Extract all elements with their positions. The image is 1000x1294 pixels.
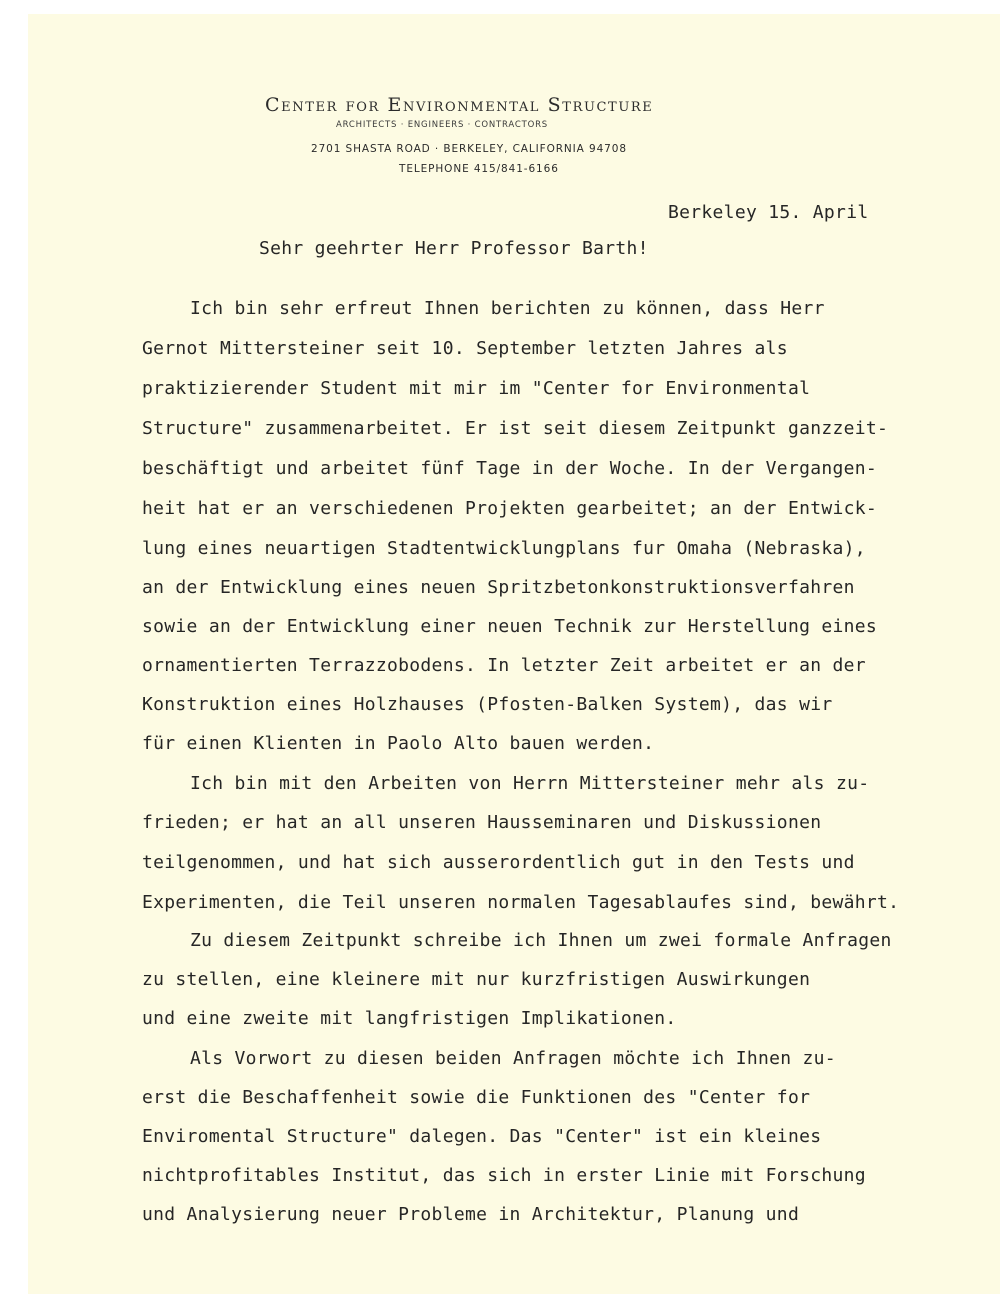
salutation: Sehr geehrter Herr Professor Barth! [259, 238, 649, 259]
body-line: Structure" zusammenarbeitet. Er ist seit diesem Zeitpunkt ganzzeit- [142, 418, 889, 439]
body-line: praktizierender Student mit mir im "Center for Environmental [142, 378, 811, 399]
body-line: Experimenten, die Teil unseren normalen Tagesablaufes sind, bewährt. [142, 892, 900, 913]
body-line: Gernot Mittersteiner seit 10. September letzten Jahres als [142, 338, 788, 359]
body-line: teilgenommen, und hat sich ausserordentlich gut in den Tests und [142, 852, 855, 873]
body-line: und eine zweite mit langfristigen Implikationen. [142, 1008, 677, 1029]
body-line: beschäftigt und arbeitet fünf Tage in der Woche. In der Vergangen- [142, 458, 878, 479]
body-line: Enviromental Structure" dalegen. Das "Center" ist ein kleines [142, 1126, 822, 1147]
dateline: Berkeley 15. April [668, 202, 869, 223]
body-line: Ich bin mit den Arbeiten von Herrn Mittersteiner mehr als zu- [190, 773, 870, 794]
body-line: sowie an der Entwicklung einer neuen Technik zur Herstellung eines [142, 616, 878, 637]
body-line: an der Entwicklung eines neuen Spritzbetonkonstruktionsverfahren [142, 577, 855, 598]
body-line: erst die Beschaffenheit sowie die Funktionen des "Center for [142, 1087, 811, 1108]
body-line: heit hat er an verschiedenen Projekten gearbeitet; an der Entwick- [142, 498, 878, 519]
body-line: Zu diesem Zeitpunkt schreibe ich Ihnen um zwei formale Anfragen [190, 930, 892, 951]
letter-page [28, 14, 1000, 1294]
letterhead-title: Center for Environmental Structure [265, 94, 654, 116]
body-line: Als Vorwort zu diesen beiden Anfragen möchte ich Ihnen zu- [190, 1048, 836, 1069]
body-line: nichtprofitables Institut, das sich in erster Linie mit Forschung [142, 1165, 866, 1186]
body-line: Ich bin sehr erfreut Ihnen berichten zu können, dass Herr [190, 298, 825, 319]
body-line: Konstruktion eines Holzhauses (Pfosten-Balken System), das wir [142, 694, 833, 715]
letterhead-address: 2701 SHASTA ROAD · BERKELEY, CALIFORNIA 94708 [311, 143, 627, 155]
body-line: lung eines neuartigen Stadtentwicklungplans fur Omaha (Nebraska), [142, 538, 866, 559]
body-line: ornamentierten Terrazzobodens. In letzter Zeit arbeitet er an der [142, 655, 866, 676]
body-line: und Analysierung neuer Probleme in Architektur, Planung und [142, 1204, 800, 1225]
body-line: frieden; er hat an all unseren Hausseminaren und Diskussionen [142, 812, 822, 833]
body-line: für einen Klienten in Paolo Alto bauen werden. [142, 733, 655, 754]
body-line: zu stellen, eine kleinere mit nur kurzfristigen Auswirkungen [142, 969, 811, 990]
letterhead-subtitle: ARCHITECTS · ENGINEERS · CONTRACTORS [336, 120, 548, 130]
letterhead-telephone: TELEPHONE 415/841-6166 [399, 163, 559, 175]
